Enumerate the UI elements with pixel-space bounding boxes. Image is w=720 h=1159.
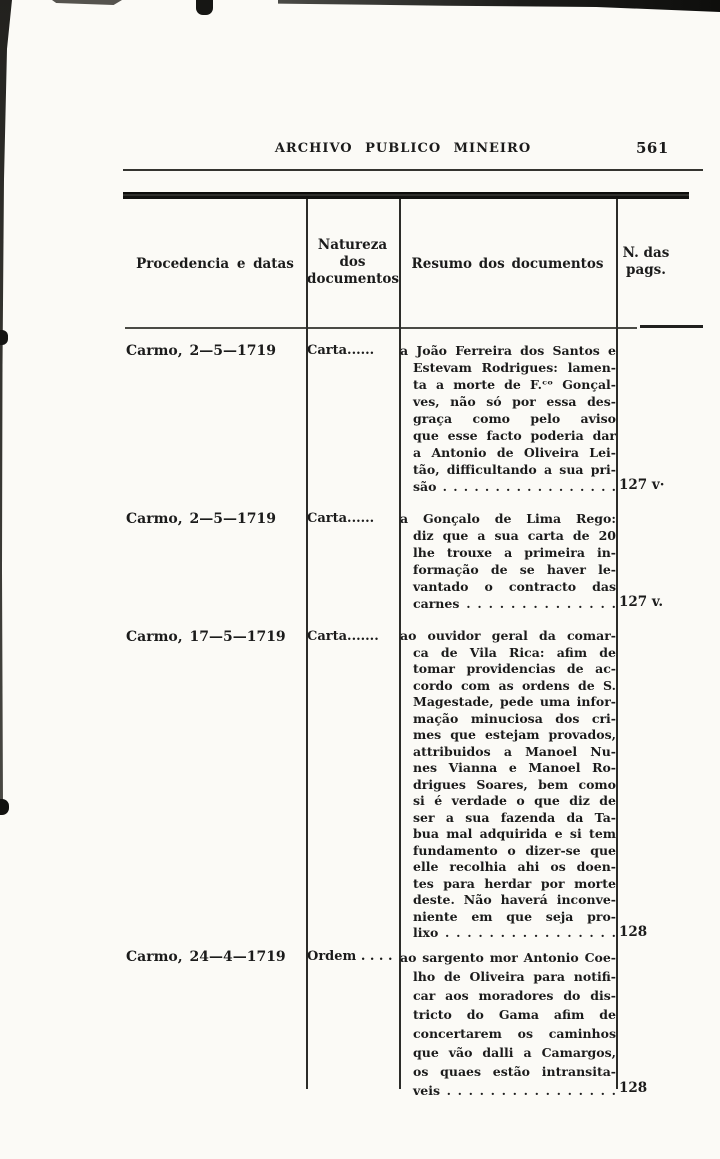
- row-resumo: [400, 948, 616, 1100]
- resumo-line: car aos moradores do dis-: [413, 988, 616, 1003]
- scan-mark-left-lower: [0, 799, 9, 815]
- scan-mark-left-upper: [0, 330, 8, 345]
- scan-mark-top-left: [52, 0, 122, 5]
- row-page-ref: 128: [619, 1080, 648, 1096]
- row-resumo: [400, 342, 616, 495]
- resumo-line: nes Vianna e Manoel Ro-: [413, 760, 616, 775]
- resumo-line: mação minuciosa dos cri-: [413, 710, 616, 726]
- row-page-ref: 127 v·: [619, 477, 665, 493]
- header-procedencia: Procedencia e datas: [136, 256, 294, 272]
- resumo-line: concertarem os caminhos: [413, 1026, 616, 1041]
- resumo-line: fundamento o dizer-se que: [413, 842, 616, 858]
- column-divider-3: [616, 199, 618, 1089]
- resumo-line: Magestade, pede uma infor-: [413, 694, 616, 709]
- row-procedencia: Carmo, 2—5—1719: [126, 511, 276, 527]
- resumo-line: a Gonçalo de Lima Rego:: [400, 511, 616, 526]
- row-procedencia: Carmo, 17—5—1719: [126, 629, 286, 645]
- resumo-line: diz que a sua carta de 20: [413, 528, 616, 543]
- header-pags-line: N. das: [622, 245, 670, 261]
- row-natureza: Carta......: [307, 511, 375, 526]
- resumo-line: a João Ferreira dos Santos e: [400, 343, 616, 358]
- row-natureza: Ordem . . . .: [307, 949, 393, 964]
- resumo-line: ta a morte de F.ᶜᵒ Gonçal-: [413, 377, 616, 392]
- table-top-rule: [123, 192, 689, 199]
- resumo-line: ves, não só por essa des-: [413, 394, 616, 409]
- resumo-line: lho de Oliveira para notifi-: [413, 969, 616, 984]
- header-pags: [615, 245, 677, 279]
- resumo-line: ao sargento mor Antonio Coe-: [400, 950, 616, 965]
- resumo-line: que vão dalli a Camargos,: [413, 1045, 616, 1060]
- resumo-line: tomar providencias de ac-: [413, 661, 616, 676]
- resumo-line: tes para herdar por morte: [413, 875, 616, 891]
- header-bottom-rule-right: [640, 325, 703, 328]
- row-natureza: Carta......: [307, 343, 375, 358]
- resumo-line: Estevam Rodrigues: lamen-: [413, 360, 616, 375]
- row-page-ref: 127 v.: [619, 594, 664, 610]
- resumo-line: mes que estejam provados,: [413, 727, 616, 742]
- resumo-line: lixo . . . . . . . . . . . . . . . .: [413, 925, 616, 940]
- resumo-line: ao ouvidor geral da comar-: [400, 628, 616, 643]
- head-rule: [123, 169, 703, 171]
- resumo-line: niente em que seja pro-: [413, 908, 616, 924]
- page-number: 561: [636, 139, 669, 157]
- resumo-line: graça como pelo aviso: [413, 411, 616, 426]
- scan-edge-top: [278, 0, 720, 12]
- resumo-line: attribuidos a Manoel Nu-: [413, 743, 616, 759]
- row-resumo: [400, 628, 616, 942]
- header-resumo: Resumo dos documentos: [411, 256, 604, 272]
- resumo-line: são . . . . . . . . . . . . . . . . .: [413, 479, 616, 494]
- resumo-line: carnes . . . . . . . . . . . . . .: [413, 596, 616, 611]
- resumo-line: cordo com as ordens de S.: [413, 677, 616, 693]
- resumo-line: veis . . . . . . . . . . . . . . . .: [413, 1083, 616, 1098]
- resumo-line: os quaes estão intransita-: [413, 1064, 616, 1079]
- row-resumo: [400, 510, 616, 612]
- scan-mark-top: [196, 0, 213, 15]
- row-procedencia: Carmo, 24—4—1719: [126, 949, 286, 965]
- header-natureza-line: dos: [339, 254, 366, 270]
- resumo-line: formação de se haver le-: [413, 562, 616, 577]
- resumo-line: drigues Soares, bem como: [413, 776, 616, 792]
- resumo-line: ca de Vila Rica: afim de: [413, 644, 616, 660]
- header-pags-line: pags.: [626, 262, 666, 278]
- resumo-line: si é verdade o que diz de: [413, 793, 616, 808]
- resumo-line: tão, difficultando a sua pri-: [413, 462, 616, 477]
- resumo-line: a Antonio de Oliveira Lei-: [413, 445, 616, 460]
- resumo-line: ser a sua fazenda da Ta-: [413, 809, 616, 825]
- header-natureza-line: Natureza: [317, 237, 388, 253]
- row-natureza: Carta.......: [307, 629, 379, 644]
- resumo-line: deste. Não haverá inconve-: [413, 892, 616, 907]
- header-bottom-rule: [125, 327, 637, 329]
- journal-title: ARCHIVO PUBLICO MINEIRO: [274, 141, 532, 156]
- row-page-ref: 128: [619, 924, 648, 940]
- resumo-line: que esse facto poderia dar: [413, 428, 616, 443]
- header-natureza-line: documentos: [307, 271, 400, 287]
- resumo-line: vantado o contracto das: [413, 579, 616, 594]
- header-natureza: [307, 237, 398, 288]
- resumo-line: lhe trouxe a primeira in-: [413, 545, 616, 560]
- resumo-line: bua mal adquirida e si tem: [413, 826, 616, 841]
- scan-edge-left: [0, 0, 13, 815]
- resumo-line: tricto do Gama afim de: [413, 1007, 616, 1022]
- row-procedencia: Carmo, 2—5—1719: [126, 343, 276, 359]
- resumo-line: elle recolhia ahi os doen-: [413, 859, 616, 874]
